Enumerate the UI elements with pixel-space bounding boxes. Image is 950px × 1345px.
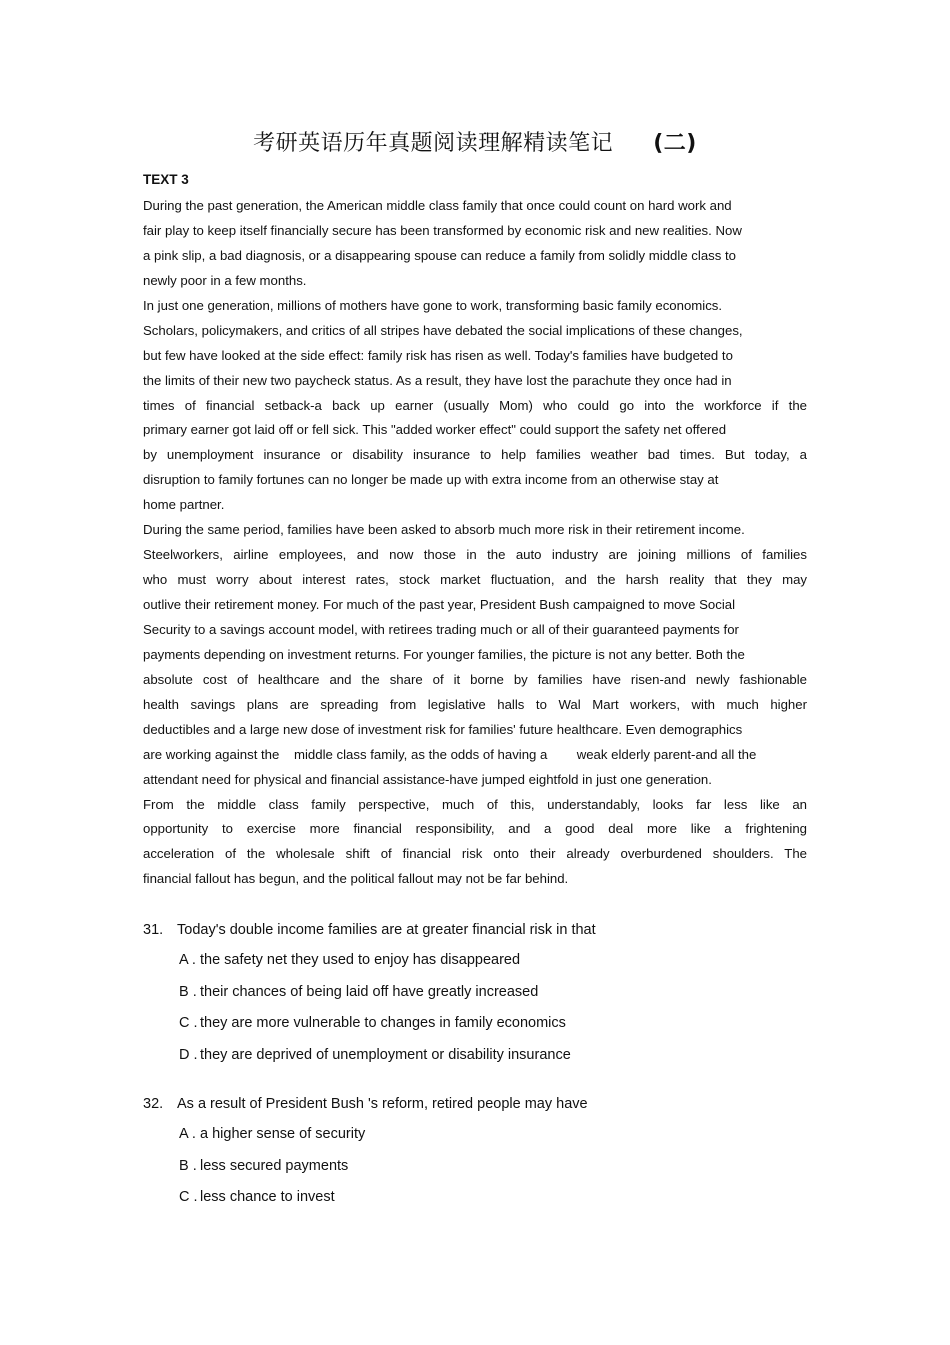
passage-line: opportunity to exercise more financial responsibility, and a good deal more like a frightening — [143, 821, 807, 837]
answer-option[interactable] — [143, 1008, 596, 1040]
option-text: they are more vulnerable to changes in family economics — [200, 1015, 566, 1031]
option-text: the safety net they used to enjoy has disappeared — [200, 952, 521, 968]
answer-option[interactable] — [143, 1040, 596, 1072]
option-letter: B . — [179, 983, 197, 1000]
passage-line: absolute cost of healthcare and the share of it borne by families have risen-and newly fashionable — [143, 671, 807, 687]
option-letter: D . — [179, 1046, 198, 1063]
answer-option[interactable] — [143, 1151, 588, 1183]
option-text: less secured payments — [200, 1157, 349, 1174]
passage-line: primary earner got laid off or fell sick. This "added worker effect" could support the safety net offered — [143, 422, 727, 438]
question-stem — [143, 919, 596, 941]
passage-line: outlive their retirement money. For much of the past year, President Bush campaigned to move Social — [143, 597, 736, 612]
passage-line: newly poor in a few months. — [143, 272, 307, 288]
option-text: they are deprived of unemployment or disability insurance — [200, 1046, 571, 1063]
option-letter: C . — [179, 1015, 198, 1031]
question-text: Today's double income families are at greater financial risk in that — [177, 922, 596, 938]
passage-line: health savings plans are spreading from legislative halls to Wal Mart workers, with much higher — [143, 696, 807, 712]
passage-line: During the same period, families have been asked to absorb much more risk in their retirement income. — [143, 522, 745, 538]
passage-line: fair play to keep itself financially secure has been transformed by economic risk and new realities. Now — [143, 222, 742, 238]
option-text: their chances of being laid off have greatly increased — [200, 983, 539, 1000]
passage-line: deductibles and a large new dose of investment risk for families' future healthcare. Even demographics — [143, 721, 743, 737]
question-text: As a result of President Bush 's reform, retired people may have — [177, 1096, 588, 1112]
question-32 — [143, 1093, 588, 1214]
answer-option[interactable] — [143, 977, 596, 1009]
option-text: a higher sense of security — [200, 1126, 366, 1142]
passage-line: a pink slip, a bad diagnosis, or a disappearing spouse can reduce a family from solidly middle class to — [143, 247, 737, 263]
passage-line: From the middle class family perspective, much of this, understandably, looks far less like an — [143, 796, 807, 812]
passage-line: attendant need for physical and financial assistance-have jumped eightfold in just one generation. — [143, 771, 712, 787]
title-part: (二) — [653, 131, 697, 156]
passage — [143, 196, 807, 894]
passage-line: Security to a savings account model, with retirees trading much or all of their guaranteed payments for — [143, 621, 739, 637]
passage-line: acceleration of the wholesale shift of financial risk onto their already overburdened shoulders. The — [143, 846, 807, 862]
passage-line: by unemployment insurance or disability insurance to help families weather bad times. But today, a — [143, 447, 807, 463]
question-31 — [143, 919, 596, 1071]
passage-line: Scholars, policymakers, and critics of all stripes have debated the social implications of these changes, — [143, 322, 743, 338]
passage-line: who must worry about interest rates, stock market fluctuation, and the harsh reality that they may — [143, 572, 807, 588]
option-letter: C . — [179, 1189, 198, 1205]
question-stem — [143, 1093, 588, 1115]
passage-line: financial fallout has begun, and the political fallout may not be far behind. — [143, 871, 569, 887]
section-heading: TEXT 3 — [143, 172, 189, 187]
passage-line: are working against the middle class family, as the odds of having a weak elderly parent-and all the — [143, 746, 757, 762]
option-text: less chance to invest — [200, 1189, 335, 1205]
passage-line: disruption to family fortunes can no longer be made up with extra income from an otherwise stay at — [143, 472, 719, 488]
answer-option[interactable] — [143, 1182, 588, 1214]
page-title — [0, 126, 950, 157]
question-number: 31. — [143, 922, 164, 938]
passage-line: times of financial setback-a back up earner (usually Mom) who could go into the workforce if the — [143, 397, 807, 413]
answer-option[interactable] — [143, 1119, 588, 1151]
passage-line: but few have looked at the side effect: family risk has risen as well. Today's families have budgeted to — [143, 347, 733, 363]
answer-option[interactable] — [143, 945, 596, 977]
passage-line: the limits of their new two paycheck status. As a result, they have lost the parachute they once had in — [143, 372, 732, 388]
option-letter: A . — [179, 1126, 196, 1142]
question-number: 32. — [143, 1096, 164, 1112]
option-letter: A . — [179, 952, 196, 968]
passage-line: payments depending on investment returns. For younger families, the picture is not any better. Both the — [143, 646, 745, 662]
option-letter: B . — [179, 1157, 197, 1174]
passage-line: During the past generation, the American middle class family that once could count on hard work and — [143, 198, 732, 213]
title-main: 考研英语历年真题阅读理解精读笔记 — [253, 131, 614, 156]
passage-line: Steelworkers, airline employees, and now those in the auto industry are joining millions of families — [143, 547, 807, 563]
passage-line: In just one generation, millions of mothers have gone to work, transforming basic family economics. — [143, 297, 723, 313]
passage-line: home partner. — [143, 497, 225, 513]
